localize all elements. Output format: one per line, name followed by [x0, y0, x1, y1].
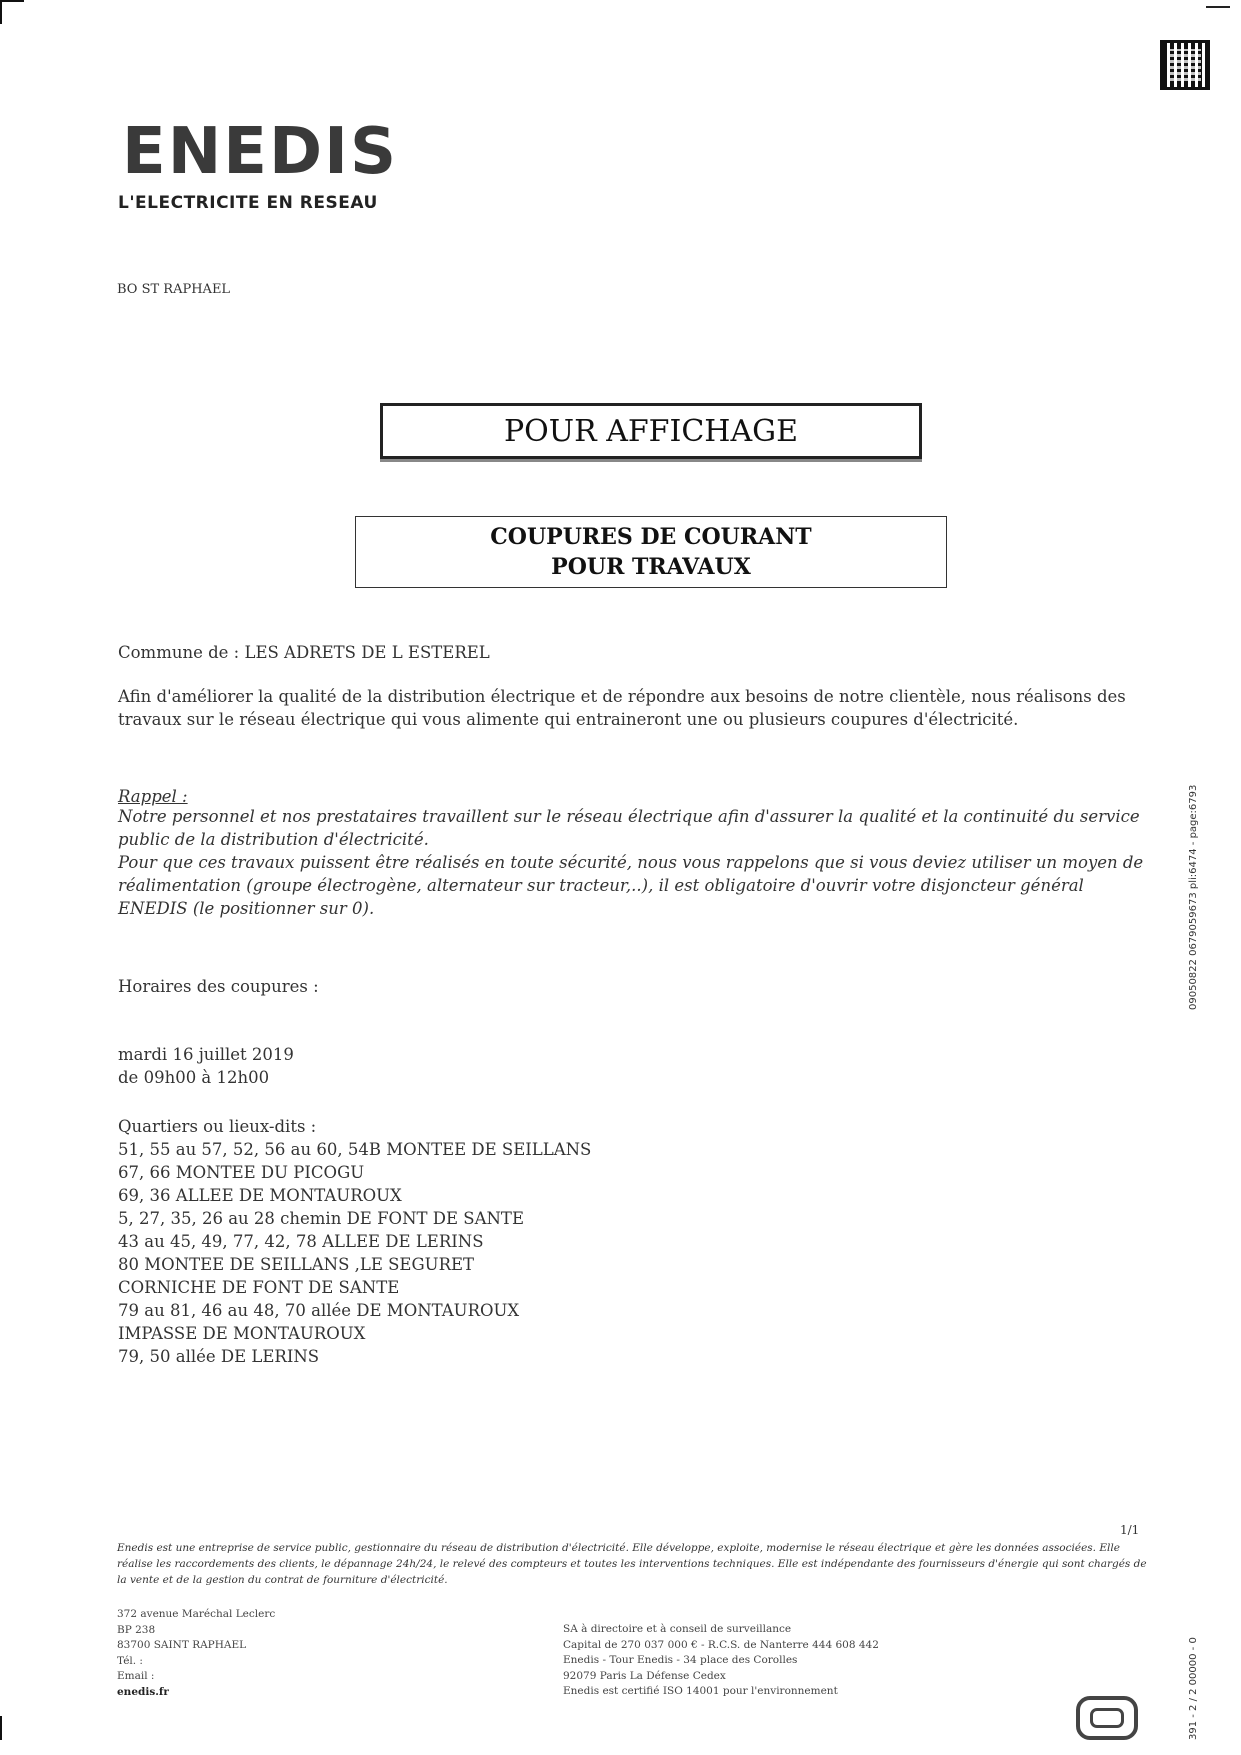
- list-item: CORNICHE DE FONT DE SANTE: [118, 1278, 400, 1297]
- address-email: Email :: [117, 1670, 155, 1682]
- page-number: 1/1: [1120, 1523, 1140, 1537]
- rappel-heading: Rappel :: [118, 787, 188, 806]
- list-item: 69, 36 ALLEE DE MONTAUROUX: [118, 1186, 402, 1205]
- horaires-label: Horaires des coupures :: [118, 977, 319, 996]
- address-tel: Tél. :: [117, 1654, 143, 1667]
- list-item: 79, 50 allée DE LERINS: [118, 1347, 320, 1366]
- coupures-title-line1: COUPURES DE COURANT: [490, 524, 812, 550]
- rappel-paragraph-1: Notre personnel et nos prestataires travaillent sur le réseau électrique afin d'assurer la qualité et la continuité du service public de la distribution d'électricité.: [118, 807, 1140, 849]
- list-item: 79 au 81, 46 au 48, 70 allée DE MONTAUROUX: [118, 1301, 520, 1320]
- address-line: BP 238: [117, 1623, 156, 1636]
- scan-edge-mark: [1206, 6, 1230, 8]
- legal-line: 92079 Paris La Défense Cedex: [563, 1669, 726, 1682]
- commune-line: Commune de : LES ADRETS DE L ESTEREL: [118, 643, 490, 662]
- legal-line: Capital de 270 037 000 € - R.C.S. de Nanterre 444 608 442: [563, 1638, 879, 1651]
- coupures-title-line2: POUR TRAVAUX: [551, 554, 751, 580]
- list-item: 43 au 45, 49, 77, 42, 78 ALLEE DE LERINS: [118, 1232, 484, 1251]
- legal-info: [563, 1622, 879, 1700]
- rappel-body: [118, 805, 1148, 920]
- rappel-paragraph-2: Pour que ces travaux puissent être réalisés en toute sécurité, nous vous rappelons que si vous deviez utiliser un moyen de réalimentation (groupe électrogène, alternateur sur tracteur,..), il est obligatoire d'ouvrir votre disjoncteur général ENEDIS (le positionner sur 0).: [118, 853, 1144, 918]
- coupures-box: [355, 516, 947, 588]
- footer-description: Enedis est une entreprise de service public, gestionnaire du réseau de distribution d'électricité. Elle développe, exploite, modernise le réseau électrique et gère les données associées. Elle réalise les raccordements des clients, le dépannage 24h/24, le relevé des compteurs et toutes les interventions techniques. Elle est indépendante des fournisseurs d'énergie qui sont chargés de la vente et de la gestion du contrat de fourniture d'électricité.: [117, 1542, 1147, 1586]
- pour-affichage-box: [380, 403, 922, 459]
- enedis-logo: ENEDIS: [122, 115, 399, 189]
- legal-line: Enedis - Tour Enedis - 34 place des Corolles: [563, 1654, 798, 1666]
- datamatrix-code-icon: [1160, 40, 1210, 90]
- pour-affichage-title: POUR AFFICHAGE: [504, 413, 798, 449]
- outage-time: de 09h00 à 12h00: [118, 1068, 270, 1087]
- scan-edge-mark-left: [0, 1716, 2, 1740]
- outage-date: mardi 16 juillet 2019: [118, 1045, 294, 1064]
- address-line: 83700 SAINT RAPHAEL: [117, 1639, 247, 1651]
- list-item: 5, 27, 35, 26 au 28 chemin DE FONT DE SANTE: [118, 1209, 524, 1228]
- intro-paragraph: Afin d'améliorer la qualité de la distribution électrique et de répondre aux besoins de notre clientèle, nous réalisons des travaux sur le réseau électrique qui vous alimente qui entraineront une ou plusieurs coupures d'électricité.: [118, 687, 1126, 729]
- scan-corner-mark: [0, 0, 24, 24]
- sender-address: [117, 1607, 275, 1700]
- list-item: 80 MONTEE DE SEILLANS ,LE SEGURET: [118, 1255, 475, 1274]
- address-website: enedis.fr: [117, 1685, 169, 1698]
- side-batch-code: 391 - 2 / 2 00000 - 0: [1188, 1637, 1199, 1740]
- enedis-mini-logo-icon: [1076, 1696, 1138, 1740]
- list-item: 67, 66 MONTEE DU PICOGU: [118, 1163, 365, 1182]
- side-reference-code: 09050822 0679059673 pli:6474 - page:6793: [1188, 784, 1199, 1010]
- legal-line: SA à directoire et à conseil de surveillance: [563, 1623, 792, 1635]
- address-line: 372 avenue Maréchal Leclerc: [117, 1608, 276, 1620]
- list-item: 51, 55 au 57, 52, 56 au 60, 54B MONTEE DE SEILLANS: [118, 1140, 592, 1159]
- logo-tagline: L'ELECTRICITE EN RESEAU: [118, 193, 378, 213]
- quartiers-list: [118, 1138, 591, 1368]
- quartiers-label: Quartiers ou lieux-dits :: [118, 1117, 317, 1136]
- list-item: IMPASSE DE MONTAUROUX: [118, 1324, 366, 1343]
- legal-line: Enedis est certifié ISO 14001 pour l'environnement: [563, 1685, 838, 1697]
- sender-office: BO ST RAPHAEL: [117, 282, 231, 297]
